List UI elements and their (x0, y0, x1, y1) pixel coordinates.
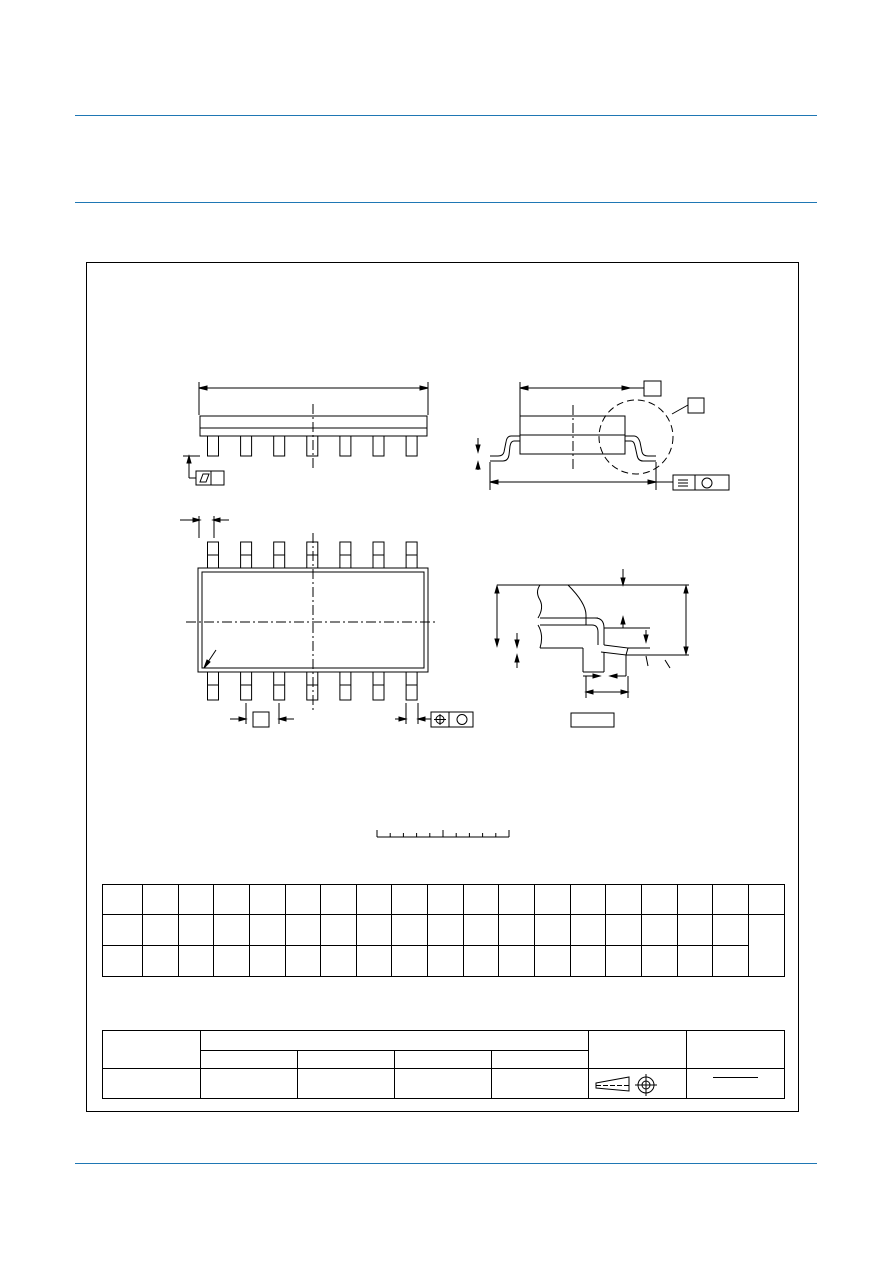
dimension-cell (499, 885, 535, 915)
dimension-cell (103, 885, 143, 915)
side-lead (241, 436, 252, 456)
dimension-cell (356, 885, 392, 915)
dimension-cell (285, 946, 321, 977)
iec-header (201, 1051, 298, 1069)
top-lead-lower (307, 672, 318, 700)
dimension-cell (356, 915, 392, 946)
dimension-cell (178, 885, 214, 915)
dimension-cell (142, 946, 178, 977)
dimension-cell (321, 946, 357, 977)
side-lead (406, 436, 417, 456)
top-lead-lower (340, 672, 351, 700)
issue-date-header (687, 1031, 785, 1069)
dimension-table (102, 884, 785, 977)
dimension-cell (713, 885, 749, 915)
iec-cell (201, 1069, 298, 1099)
dimension-cell (356, 946, 392, 977)
dimension-cell (142, 915, 178, 946)
side-lead (340, 436, 351, 456)
dimension-cell (534, 946, 570, 977)
dimension-cell (249, 915, 285, 946)
dimension-cell (677, 946, 713, 977)
references-header (201, 1031, 589, 1051)
dimension-cell (641, 885, 677, 915)
side-view-end (476, 381, 729, 490)
dimension-cell (214, 946, 250, 977)
dimension-cell (463, 915, 499, 946)
top-view (180, 516, 473, 727)
top-lead-lower (373, 672, 384, 700)
dimension-cell (748, 885, 784, 915)
dimension-cell (142, 885, 178, 915)
dimension-cell (641, 946, 677, 977)
jeita-header (395, 1051, 492, 1069)
dimension-cell (713, 946, 749, 977)
jedec-header (298, 1051, 395, 1069)
dimension-cell (285, 885, 321, 915)
other-cell (492, 1069, 589, 1099)
dimension-cell (428, 885, 464, 915)
dimension-cell (214, 885, 250, 915)
top-lead-lower (274, 672, 285, 700)
side-view-front (183, 382, 428, 485)
dimension-cell (463, 946, 499, 977)
dimension-cell (606, 946, 642, 977)
top-lead-lower (208, 672, 219, 700)
projection-symbol-cell (589, 1069, 687, 1099)
dimension-cell (677, 915, 713, 946)
dimension-cell (103, 946, 143, 977)
dimension-cell (321, 915, 357, 946)
dimension-cell (178, 915, 214, 946)
scale-bar (377, 830, 509, 837)
dimension-cell (249, 885, 285, 915)
outline-version-table (102, 1030, 785, 1099)
dimension-cell (285, 915, 321, 946)
side-lead (307, 436, 318, 456)
jeita-cell (395, 1069, 492, 1099)
dimension-cell (499, 946, 535, 977)
jedec-cell (298, 1069, 395, 1099)
outline-version-cell (103, 1069, 201, 1099)
dimension-cell (392, 915, 428, 946)
dimension-cell (428, 915, 464, 946)
dimension-cell (713, 915, 749, 946)
dimension-cell (321, 885, 357, 915)
dimension-cell (570, 885, 606, 915)
dimension-cell (606, 885, 642, 915)
dimension-cell (499, 915, 535, 946)
top-lead-lower (406, 672, 417, 700)
dimension-cell (641, 915, 677, 946)
other-header (492, 1051, 589, 1069)
dimension-cell (178, 946, 214, 977)
side-lead (274, 436, 285, 456)
dimension-cell (249, 946, 285, 977)
dimension-cell (214, 915, 250, 946)
side-lead (373, 436, 384, 456)
dimension-cell (606, 915, 642, 946)
dimension-cell (463, 885, 499, 915)
dimension-cell (428, 946, 464, 977)
dimension-cell (534, 885, 570, 915)
projection-header (589, 1031, 687, 1069)
dimension-cell (103, 915, 143, 946)
dimension-cell (570, 915, 606, 946)
outline-version-header (103, 1031, 201, 1069)
dimension-cell (677, 885, 713, 915)
dimension-cell (748, 915, 784, 977)
detail-x (495, 569, 689, 727)
top-lead-lower (241, 672, 252, 700)
projection-symbol-icon (589, 1069, 686, 1098)
side-lead (208, 436, 219, 456)
dimension-cell (392, 946, 428, 977)
dimension-cell (570, 946, 606, 977)
dimension-cell (534, 915, 570, 946)
dimension-cell (392, 885, 428, 915)
issue-date-cell (687, 1069, 785, 1099)
